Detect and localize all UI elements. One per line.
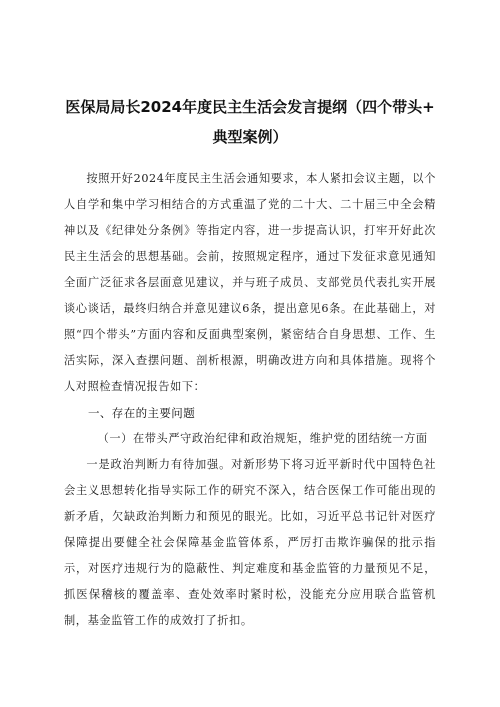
problem-paragraph-1: 一是政治判断力有待加强。对新形势下将习近平新时代中国特色社会主义思想转化指导实际工作的研究不深入，结合医保工作可能出现的新矛盾，欠缺政治判断力和预见的眼光。比如，习近平总书记针对医疗保障提出要健全社会保障基金监管体系，严厉打击欺诈骗保的批示指示，对医疗违规行为的隐蔽性、判定难度和基金监管的力量预见不足，抓医保稽核的覆盖率、查处效率时紧时松，没能充分应用联合监管机制，基金监管工作的成效打了折扣。: [64, 458, 436, 627]
intro-paragraph: 按照开好2024年度民主生活会通知要求，本人紧扣会议主题，以个人自学和集中学习相结合的方式重温了党的二十大、二十届三中全会精神以及《纪律处分条例》等指定内容，进一步提高认识，打牢开好此次民主生活会的思想基础。会前，按照规定程序，通过下发征求意见通知全面广泛征求各层面意见建议，并与班子成员、支部党员代表扎实开展谈心谈话，最终归纳合并意见建议6条，提出意见6条。在此基础上，对照“四个带头”方面内容和反面典型案例，紧密结合自身思想、工作、生活实际，深入查摆问题、剖析根源，明确改进方向和具体措施。现将个人对照检查情况报告如下：: [64, 172, 436, 393]
document-title-line-1: 医保局局长2024年度民主生活会发言提纲（四个带头+: [65, 98, 435, 116]
document-body: [64, 166, 436, 634]
subsection-heading-political-discipline: （一）在带头严守政治纪律和政治规矩，维护党的团结统一方面: [97, 432, 428, 445]
section-heading-main-problems: 一、存在的主要问题: [88, 406, 196, 420]
document-title-line-2: 典型案例）: [212, 128, 288, 146]
